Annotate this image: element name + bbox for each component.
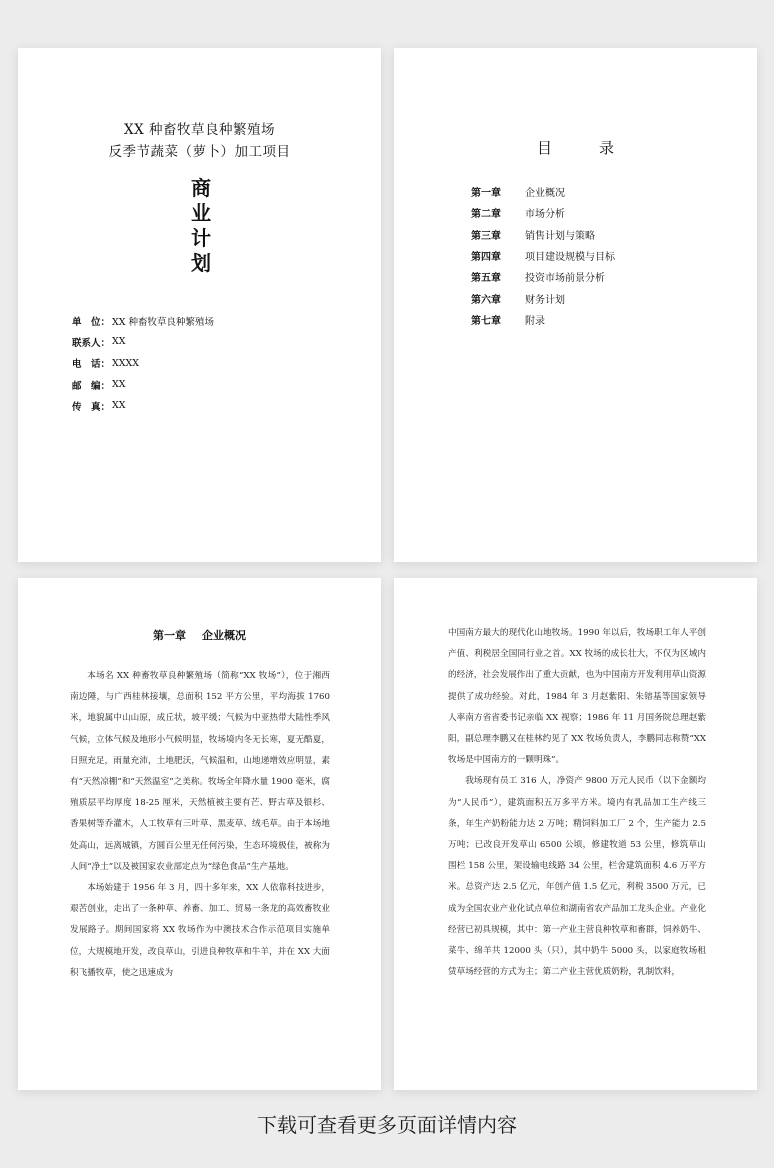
toc-chapter-number: 第四章 [471, 252, 501, 264]
contact-info [72, 310, 214, 416]
toc-chapter-number: 第二章 [471, 209, 501, 221]
body-text [448, 623, 706, 983]
info-value: XXXX [112, 357, 140, 369]
cover-title-line1: XX 种畜牧草良种繁殖场 [123, 122, 275, 138]
paragraph: 本场名 XX 种畜牧草良种繁殖场（简称“XX 牧场”），位于湘西南边陲，与广西桂林接壤，总面积 152 平方公里，平均海拔 1760 米，地貌属中山山原，成丘状，坡平缓；气候为中亚热带大陆性季风气候，立体气候及地形小气候明显，牧场境内冬无长寒，夏无酷夏，日照充足，雨量充沛，土地肥沃，气候温和，山地递增效应明显，素有“天然凉棚”和“天然温室”之美称。牧场全年降水量 1900 毫米，腐殖质层平均厚度 18-25 厘米，天然植被主要有芒、野古草及银杉、香果树等乔灌木，人工牧草有三叶草、黑麦草、绒毛草。由于本场地处高山，远离城镇，方圆百公里无任何污染，生态环境极佳，被称为人间“净土”以及被国家农业部定点为“绿色食品”生产基地。 [70, 671, 330, 872]
toc-chapter-title: 财务计划 [525, 294, 565, 306]
toc-title-char: 录 [599, 139, 615, 157]
cover-page [18, 48, 381, 562]
toc-chapter-title: 销售计划与策略 [525, 230, 595, 242]
toc-chapter-number: 第七章 [471, 315, 501, 327]
info-row-contact [72, 331, 214, 352]
info-row-postcode [72, 374, 214, 395]
chapter-number: 第一章 [153, 629, 186, 642]
toc-chapter-title: 投资市场前景分析 [525, 273, 605, 285]
info-label: 邮 编： [72, 380, 111, 392]
info-row-fax [72, 395, 214, 416]
paragraph: 我场现有员工 316 人，净资产 9800 万元人民币（以下金额均为“人民币”），建筑面积五万多平方米。境内有乳品加工生产线三条，年生产奶粉能力达 2 万吨；精饲料加工厂 2 个，生产能力 2.5 万吨；已改良开发草山 6500 公顷，修建牧道 53 公里，修筑草山围栏 158 公里，架设输电线路 34 公里，栏舍建筑面积 4.6 万平方米。总资产达 2.5 亿元，年创产值 1.5 亿元，利税 3500 万元，已成为全国农业产业化试点单位和湖南省农产品加工龙头企业。产业化经营已初具规模，其中：第一产业主营良种牧草和畜群，饲养奶牛、菜牛、绵羊共 12000 头（只），其中奶牛 5000 头，以家庭牧场租赁草场经营的方式为主；第二产业主营优质奶粉，乳制饮料， [448, 776, 706, 978]
info-label: 传 真： [72, 401, 111, 413]
document-type-char: 业 [191, 201, 211, 225]
toc-title [537, 137, 614, 158]
chapter1-page [18, 578, 381, 1090]
toc-item[interactable] [471, 181, 615, 202]
toc-item[interactable] [471, 202, 615, 223]
chapter1-continued-page [394, 578, 757, 1090]
cover-title-line2: 反季节蔬菜（萝卜）加工项目 [108, 144, 291, 160]
body-text [70, 666, 330, 984]
toc-chapter-title: 企业概况 [525, 188, 565, 200]
download-prompt[interactable]: 下载可查看更多页面详情内容 [257, 1113, 517, 1137]
toc-page [394, 48, 757, 562]
toc-title-char: 目 [537, 139, 553, 157]
chapter-title: 企业概况 [202, 629, 246, 642]
info-label: 电 话： [72, 359, 111, 371]
info-row-unit [72, 310, 214, 331]
document-type-char: 商 [191, 176, 211, 200]
toc-chapter-title: 项目建设规模与目标 [525, 252, 615, 264]
info-label: 联系人： [72, 337, 111, 349]
toc-item[interactable] [471, 224, 615, 245]
toc-chapter-number: 第五章 [471, 273, 501, 285]
chapter-heading [18, 627, 381, 643]
toc-list [471, 181, 615, 330]
info-row-phone [72, 353, 214, 374]
toc-item[interactable] [471, 245, 615, 266]
toc-chapter-title: 市场分析 [525, 209, 565, 221]
toc-chapter-number: 第六章 [471, 294, 501, 306]
toc-item[interactable] [471, 287, 615, 308]
info-value: XX [112, 379, 126, 391]
toc-chapter-title: 附录 [525, 315, 545, 327]
info-value: XX 种畜牧草良种繁殖场 [112, 316, 215, 328]
document-type-char: 划 [191, 251, 211, 275]
document-type-char: 计 [191, 226, 211, 250]
toc-chapter-number: 第三章 [471, 230, 501, 242]
document-type-title [185, 176, 217, 276]
paragraph: 中国南方最大的现代化山地牧场。1990 年以后，牧场职工年人平创产值、利税居全国同行业之首。XX 牧场的成长壮大，不仅为区域内的经济，社会发展作出了重大贡献，也为中国南方开发利用草山资源提供了成功经验。对此，1984 年 3 月赵紫阳、朱镕基等国家领导人率南方省省委书记亲临 XX 视察；1986 年 11 月国务院总理赵紫阳，副总理李鹏又在桂林约见了 XX 牧场负责人，李鹏同志称赞“XX 牧场是中国南方的一颗明珠”。 [448, 628, 706, 766]
info-value: XX [112, 400, 126, 412]
toc-chapter-number: 第一章 [471, 188, 501, 200]
toc-item[interactable] [471, 309, 615, 330]
paragraph: 本场始建于 1956 年 3 月，四十多年来，XX 人依靠科技进步，艰苦创业，走出了一条种草、养畜、加工、贸易一条龙的高效畜牧业发展路子。期间国家将 XX 牧场作为中澳技术合作示范项目实施单位，大规模地开发，改良草山，引进良种牧草和牛羊，并在 XX 大面积飞播牧草，使之迅速成为 [70, 883, 330, 978]
info-label: 单 位： [72, 316, 111, 328]
info-value: XX [112, 336, 126, 348]
toc-item[interactable] [471, 266, 615, 287]
